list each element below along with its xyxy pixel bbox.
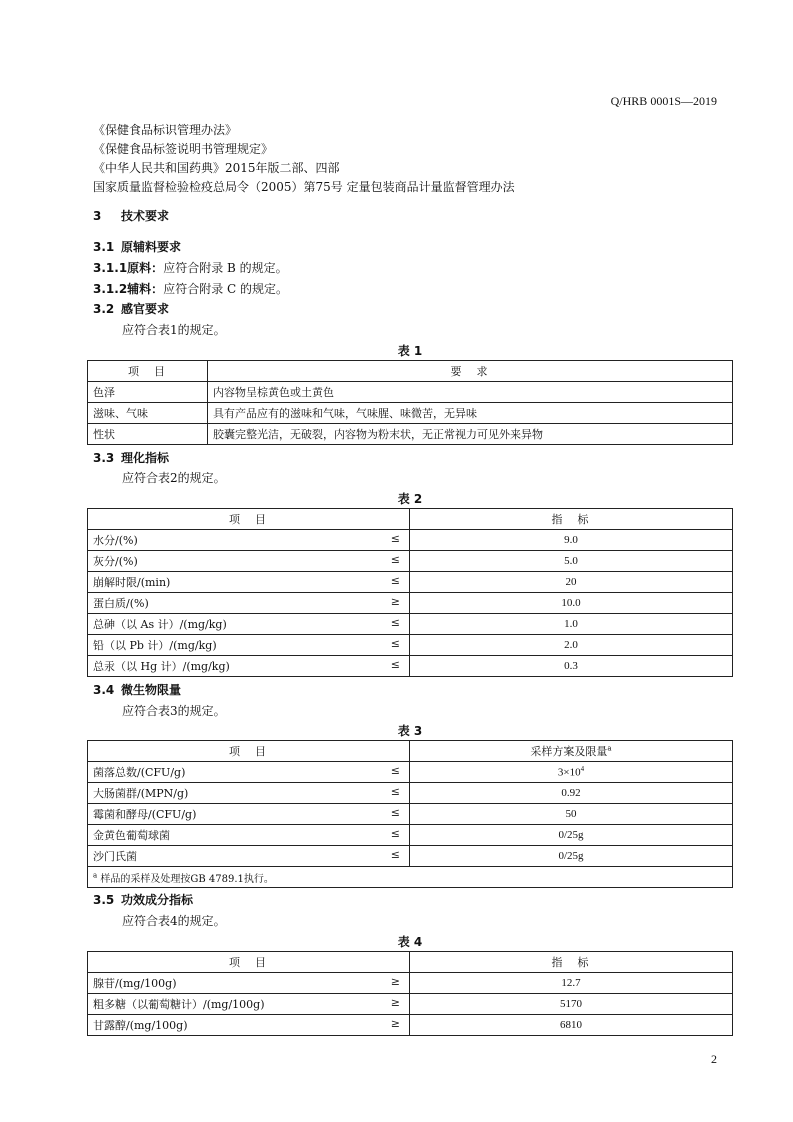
table-cell: 1.0	[410, 614, 733, 635]
reference-item: 《保健食品标识管理办法》	[93, 123, 238, 137]
table-row	[88, 762, 733, 783]
table-cell	[410, 762, 733, 783]
table-header-row	[88, 741, 733, 762]
table-cell: 蛋白质/(%)	[93, 597, 149, 610]
comparison-symbol: ≤	[390, 806, 400, 819]
section-number: 3.4	[93, 683, 115, 697]
section-number: 3.1	[93, 240, 115, 254]
table4-caption: 表 4	[397, 935, 423, 949]
section-number: 3.1.1	[93, 261, 128, 275]
table-cell: 水分/(%)	[93, 534, 138, 547]
section-text: 应符合附录 B 的规定。	[163, 261, 288, 275]
table-header-row	[88, 509, 733, 530]
table-header-cell: 项 目	[88, 952, 410, 973]
table-header-cell: 指 标	[410, 952, 733, 973]
comparison-symbol: ≤	[390, 574, 400, 587]
table-header-cell: 项 目	[88, 361, 208, 382]
table-cell: 沙门氏菌	[93, 850, 137, 863]
table-cell: 甘露醇/(mg/100g)	[93, 1019, 188, 1032]
table-cell: 0.92	[410, 783, 733, 804]
table-cell: 2.0	[410, 635, 733, 656]
page-number: 2	[711, 1052, 717, 1066]
table-cell: 9.0	[410, 530, 733, 551]
table-row	[88, 846, 733, 867]
table-footnote	[88, 867, 733, 888]
table-cell: 10.0	[410, 593, 733, 614]
table-row	[88, 825, 733, 846]
table4	[87, 951, 733, 1036]
section-text: 应符合附录 C 的规定。	[163, 282, 288, 296]
references-list	[93, 121, 515, 197]
comparison-symbol: ≤	[390, 532, 400, 545]
table-header-cell: 要 求	[208, 361, 733, 382]
section-3-4-text: 应符合表3的规定。	[122, 704, 226, 718]
table2-caption: 表 2	[397, 492, 423, 506]
section-3-5-text: 应符合表4的规定。	[122, 914, 226, 928]
section-title: 原辅料要求	[121, 240, 182, 254]
table-cell: 色泽	[88, 382, 208, 403]
section-3-2-text: 应符合表1的规定。	[122, 323, 226, 337]
table-row	[88, 572, 733, 593]
section-3-3-text: 应符合表2的规定。	[122, 471, 226, 485]
section-3-5-heading	[93, 891, 193, 908]
table-footnote-row	[88, 867, 733, 888]
table-row	[88, 994, 733, 1015]
table-row	[88, 783, 733, 804]
exponent: 4	[580, 765, 585, 774]
comparison-symbol: ≤	[390, 637, 400, 650]
table-cell: 5170	[410, 994, 733, 1015]
section-title: 感官要求	[121, 302, 170, 316]
table-cell: 0.3	[410, 656, 733, 677]
table-cell: 霉菌和酵母/(CFU/g)	[93, 808, 197, 821]
table-cell: 20	[410, 572, 733, 593]
table-row	[88, 973, 733, 994]
table1	[87, 360, 733, 445]
section-title: 理化指标	[121, 451, 170, 465]
table-cell: 崩解时限/(min)	[93, 576, 171, 589]
reference-item: 《保健食品标签说明书管理规定》	[93, 142, 274, 156]
section-title: 功效成分指标	[121, 893, 194, 907]
table-header-row	[88, 361, 733, 382]
comparison-symbol: ≤	[390, 848, 400, 861]
table-cell: 灰分/(%)	[93, 555, 138, 568]
table-cell: 5.0	[410, 551, 733, 572]
section-3-4-heading	[93, 681, 181, 698]
section-3-1-2	[93, 280, 288, 297]
header-label: 采样方案及限量	[530, 745, 608, 758]
table-row	[88, 382, 733, 403]
section-3-1-heading	[93, 238, 181, 255]
table-row	[88, 424, 733, 445]
comparison-symbol: ≤	[390, 553, 400, 566]
table-row	[88, 403, 733, 424]
table-cell: 0/25g	[410, 825, 733, 846]
section-3-2-heading	[93, 300, 169, 317]
table-cell: 内容物呈棕黄色或土黄色	[208, 382, 733, 403]
table-cell: 50	[410, 804, 733, 825]
table-cell: 性状	[88, 424, 208, 445]
section-title: 微生物限量	[121, 683, 182, 697]
table-header-cell: 项 目	[88, 741, 410, 762]
comparison-symbol: ≥	[390, 595, 400, 608]
comparison-symbol: ≥	[390, 1017, 400, 1030]
section-number: 3.1.2	[93, 282, 128, 296]
comparison-symbol: ≥	[390, 996, 400, 1009]
limit-value: 3×10	[557, 766, 581, 779]
reference-item: 《中华人民共和国药典》2015年版二部、四部	[93, 161, 340, 175]
footnote-text: 样品的采样及处理按GB 4789.1执行。	[100, 873, 274, 885]
table-cell: 腺苷/(mg/100g)	[93, 977, 177, 990]
section-3-heading	[93, 207, 169, 224]
table-cell: 金黄色葡萄球菌	[93, 829, 170, 842]
table-cell: 12.7	[410, 973, 733, 994]
table-cell: 胶囊完整光洁，无破裂，内容物为粉末状，无正常视力可见外来异物	[208, 424, 733, 445]
table-cell: 总汞（以 Hg 计）/(mg/kg)	[93, 660, 230, 673]
section-number: 3	[93, 209, 102, 223]
reference-item: 国家质量监督检验检疫总局令（2005）第75号 定量包装商品计量监督管理办法	[93, 180, 515, 194]
comparison-symbol: ≤	[390, 827, 400, 840]
table2	[87, 508, 733, 677]
table-header-cell: 项 目	[88, 509, 410, 530]
table-cell: 大肠菌群/(MPN/g)	[93, 787, 189, 800]
section-number: 3.2	[93, 302, 115, 316]
table-cell: 0/25g	[410, 846, 733, 867]
table-row	[88, 551, 733, 572]
table-header-row	[88, 952, 733, 973]
table-row	[88, 804, 733, 825]
footnote-marker: a	[93, 871, 98, 880]
comparison-symbol: ≤	[390, 785, 400, 798]
table-row	[88, 614, 733, 635]
comparison-symbol: ≤	[390, 616, 400, 629]
footnote-marker: a	[607, 744, 612, 753]
section-title: 辅料：	[127, 282, 164, 296]
section-number: 3.5	[93, 893, 115, 907]
table-cell: 滋味、气味	[88, 403, 208, 424]
section-title: 技术要求	[121, 209, 170, 223]
table1-caption: 表 1	[397, 344, 423, 358]
section-3-1-1	[93, 259, 288, 276]
section-3-3-heading	[93, 449, 169, 466]
table-header-cell: 指 标	[410, 509, 733, 530]
table3	[87, 740, 733, 888]
comparison-symbol: ≤	[390, 658, 400, 671]
table3-caption: 表 3	[397, 724, 423, 738]
table-cell: 铅（以 Pb 计）/(mg/kg)	[93, 639, 217, 652]
table-cell: 6810	[410, 1015, 733, 1036]
comparison-symbol: ≤	[390, 764, 400, 777]
table-row	[88, 593, 733, 614]
table-header-cell	[410, 741, 733, 762]
document-id: Q/HRB 0001S—2019	[610, 94, 717, 108]
table-cell: 菌落总数/(CFU/g)	[93, 766, 186, 779]
section-title: 原料：	[127, 261, 164, 275]
table-row	[88, 1015, 733, 1036]
table-row	[88, 635, 733, 656]
comparison-symbol: ≥	[390, 975, 400, 988]
table-row	[88, 656, 733, 677]
table-row	[88, 530, 733, 551]
section-number: 3.3	[93, 451, 115, 465]
table-cell: 具有产品应有的滋味和气味，气味腥、味微苦，无异味	[208, 403, 733, 424]
table-cell: 总砷（以 As 计）/(mg/kg)	[93, 618, 227, 631]
table-cell: 粗多糖（以葡萄糖计）/(mg/100g)	[93, 998, 265, 1011]
